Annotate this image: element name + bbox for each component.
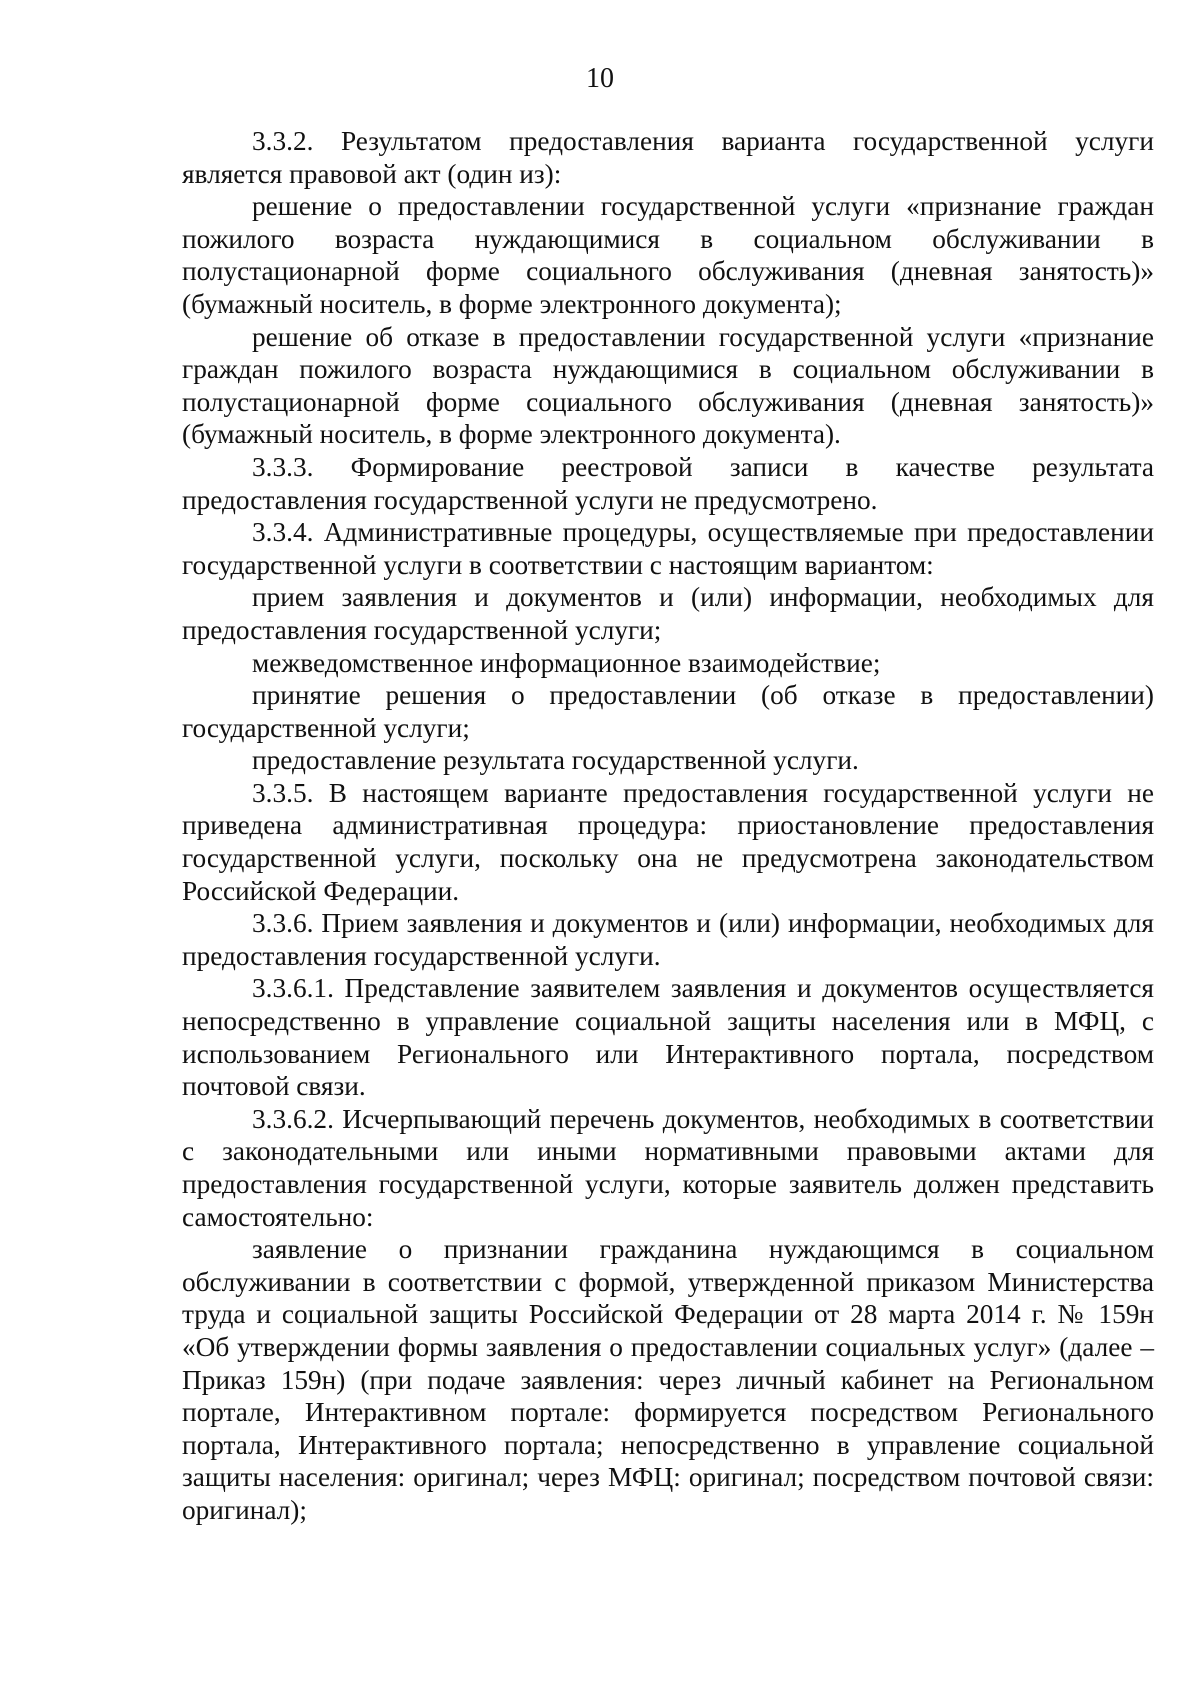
paragraph-3-3-2: 3.3.2. Результатом предоставления варианта государственной услуги является правовой акт (один из): bbox=[182, 126, 1154, 189]
paragraph-decision-grant: решение о предоставлении государственной услуги «признание граждан пожилого возраста нуждающимися в социальном обслуживании в полустационарной форме социального обслуживания (дневная занятость)» (бумажный носитель, в форме электронного документа); bbox=[182, 191, 1154, 319]
paragraph-3-3-6-2: 3.3.6.2. Исчерпывающий перечень документов, необходимых в соответствии с законодательными или иными нормативными правовыми актами для предоставления государственной услуги, которые заявитель должен представить самостоятельно: bbox=[182, 1103, 1154, 1232]
paragraph-procedure-result: предоставление результата государственной услуги. bbox=[252, 745, 859, 776]
paragraph-3-3-5: 3.3.5. В настоящем варианте предоставления государственной услуги не приведена административная процедура: приостановление предоставления государственной услуги, поскольку она не предусмотрена законодательством Российской Федерации. bbox=[182, 777, 1154, 906]
paragraph-procedure-decision: принятие решения о предоставлении (об отказе в предоставлении) государственной услуги; bbox=[182, 680, 1154, 743]
paragraph-3-3-4: 3.3.4. Административные процедуры, осуществляемые при предоставлении государственной услуги в соответствии с настоящим вариантом: bbox=[182, 517, 1154, 580]
paragraph-3-3-6-1: 3.3.6.1. Представление заявителем заявления и документов осуществляется непосредственно в управление социальной защиты населения или в МФЦ, с использованием Регионального или Интерактивного портала, посредством почтовой связи. bbox=[182, 973, 1154, 1102]
paragraph-3-3-6: 3.3.6. Прием заявления и документов и (или) информации, необходимых для предоставления государственной услуги. bbox=[182, 908, 1154, 971]
paragraph-procedure-intake: прием заявления и документов и (или) информации, необходимых для предоставления государственной услуги; bbox=[182, 582, 1154, 645]
paragraph-procedure-interagency: межведомственное информационное взаимодействие; bbox=[252, 647, 881, 678]
paragraph-decision-refusal: решение об отказе в предоставлении государственной услуги «признание граждан пожилого возраста нуждающимися в социальном обслуживании в полустационарной форме социального обслуживания (дневная занятость)» (бумажный носитель, в форме электронного документа). bbox=[182, 321, 1154, 450]
page-number: 10 bbox=[586, 63, 614, 94]
document-body bbox=[182, 125, 1154, 1527]
paragraph-3-3-3: 3.3.3. Формирование реестровой записи в качестве результата предоставления государственной услуги не предусмотрено. bbox=[182, 451, 1154, 515]
paragraph-application-form: заявление о признании гражданина нуждающимся в социальном обслуживании в соответствии с формой, утвержденной приказом Министерства труда и социальной защиты Российской Федерации от 28 марта 2014 г. № 159н «Об утверждении формы заявления о предоставлении социальных услуг» (далее – Приказ 159н) (при подаче заявления: через личный кабинет на Региональном портале, Интерактивном портале: формируется посредством Регионального портала, Интерактивного портала; непосредственно в управление социальной защиты населения: оригинал; через МФЦ: оригинал; посредством почтовой связи: оригинал); bbox=[182, 1234, 1154, 1525]
